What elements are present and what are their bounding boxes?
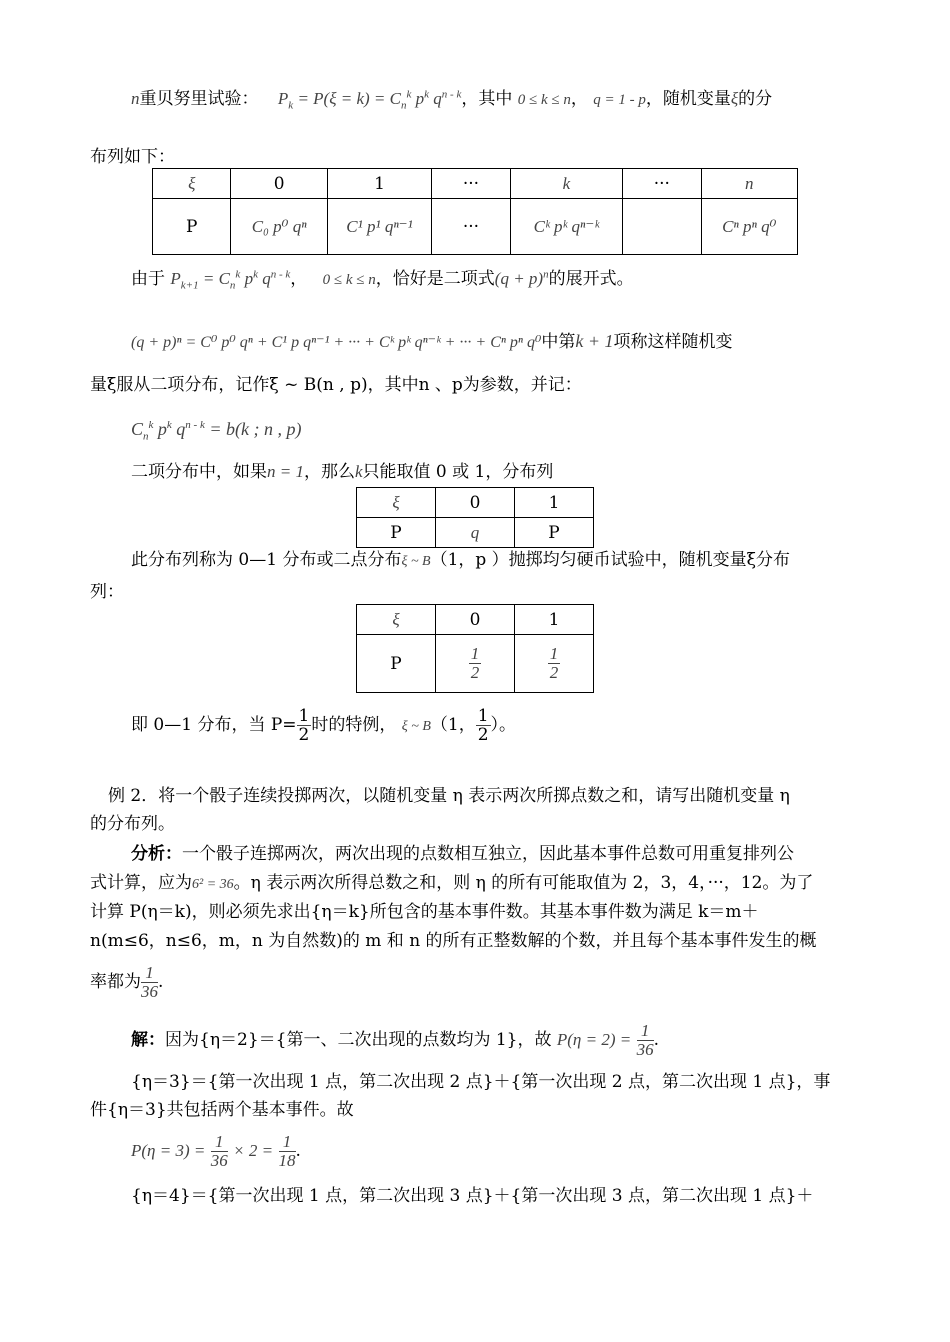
eta3-line-1: {η＝3}＝{第一次出现 1 点，第二次出现 2 点}＋{第一次出现 2 点，第二次出现 1 点}，事 xyxy=(131,1072,831,1092)
header-k: k xyxy=(510,169,622,199)
cell-empty xyxy=(623,199,702,255)
bkn-formula: $C_n^k$ $p^k$ $q^{n - k} = b(k$ ; n , p) xyxy=(131,419,302,443)
example-line-2: 的分布列。 xyxy=(90,814,175,834)
binomial-distribution-table xyxy=(152,168,798,255)
example-line-1: 例 2．将一个骰子连续投掷两次，以随机变量 η 表示两次所掷点数之和，请写出随机变量 η xyxy=(108,786,790,806)
special-case-line: 即 0—1 分布，当 P= $\frac{1}{2}$ 时的特例， ξ ~ B（1， $\frac{1}{2}$ ）。 xyxy=(131,706,517,745)
analysis-line-3: 计算 P(η＝k)，则必须先求出{η＝k}所包含的基本事件数。其基本事件数为满足 k＝m＋ xyxy=(90,902,759,922)
analysis-line-2: 式计算，应为6² = 36。η 表示两次所得总数之和，则 η 的所有可能取值为 2，3，4，···，12。为了 xyxy=(90,873,814,893)
zero-one-line-2: 列： xyxy=(90,582,124,602)
two-point-line: 二项分布中，如果n = 1，那么k只能取值 0 或 1，分布列 xyxy=(131,462,554,482)
eta3-formula: P(η = 3) = $\frac{1}{36}$ × 2 = $\frac{1}{18}$ . xyxy=(131,1132,301,1170)
cell-cn: Cⁿ pⁿ q⁰ xyxy=(701,199,797,255)
cell-c0: C₀ p⁰ qⁿ xyxy=(231,199,327,255)
analysis-line-5: 率都为 $\frac{1}{36}$ . xyxy=(90,963,164,1001)
expansion-line: (q + p)ⁿ = C⁰ p⁰ qⁿ + C¹ p qⁿ⁻¹ + ··· + Cᵏ pᵏ qⁿ⁻ᵏ + ··· + Cⁿ pⁿ q⁰中第k + 1项称这样随机变 xyxy=(131,331,733,352)
eta3-line-2: 件{η＝3}共包括两个基本事件。故 xyxy=(90,1100,354,1120)
row-label-p: P xyxy=(153,199,231,255)
expansion-line-2: 量ξ服从二项分布，记作ξ ~ B(n , p)，其中n 、p为参数，并记： xyxy=(90,375,582,395)
analysis-line-4: n(m≤6，n≤6，m，n 为自然数)的 m 和 n 的所有正整数解的个数，并且每个基本事件发生的概 xyxy=(90,931,817,951)
two-point-table: ξ 0 1 P q P xyxy=(356,487,594,548)
coin-table: ξ 0 1 P $\frac{1}{2}$ $\frac{1}{2}$ xyxy=(356,604,594,693)
youyu-line: 由于 $P_{k+1} = C_n^k$ $p^k$ $q^{n - k}$， 0 ≤ k ≤ n，恰好是二项式$(q + p)^n$的展开式。 xyxy=(131,268,634,292)
analysis-line-1: 分析：一个骰子连掷两次，两次出现的点数相互独立，因此基本事件总数可用重复排列公 xyxy=(131,844,794,864)
header-0: 0 xyxy=(231,169,327,199)
intro-line: n重贝努里试验： $P_k = P(\xi = k) = C_n^k$ $p^k$ $q^{n - k}$，其中 0 ≤ k ≤ n， q = 1 - p，随机变量ξ的分 xyxy=(131,88,773,112)
eta4-line: {η＝4}＝{第一次出现 1 点，第二次出现 3 点}＋{第一次出现 3 点，第二次出现 1 点}＋ xyxy=(131,1186,814,1206)
header-dots-2: ··· xyxy=(623,169,702,199)
header-dots: ··· xyxy=(432,169,511,199)
header-1: 1 xyxy=(327,169,431,199)
cell-ck: Cᵏ pᵏ qⁿ⁻ᵏ xyxy=(510,199,622,255)
header-n: n xyxy=(701,169,797,199)
solution-line: 解：因为{η＝2}＝{第一、二次出现的点数均为 1}，故 P(η = 2) = $\frac{1}{36}$ . xyxy=(131,1021,660,1059)
header-xi: ξ xyxy=(153,169,231,199)
intro-line-2: 布列如下： xyxy=(90,147,175,167)
cell-c1: C¹ p¹ qⁿ⁻¹ xyxy=(327,199,431,255)
cell-dots: ··· xyxy=(432,199,511,255)
formula-pk: $P_k = P(\xi = k) = C_n^k$ $p^k$ $q^{n - k}$ xyxy=(277,88,462,112)
zero-one-line: 此分布列称为 0—1 分布或二点分布ξ ~ B（1，p ）抛掷均匀硬币试验中，随机变量ξ分布 xyxy=(131,550,791,570)
